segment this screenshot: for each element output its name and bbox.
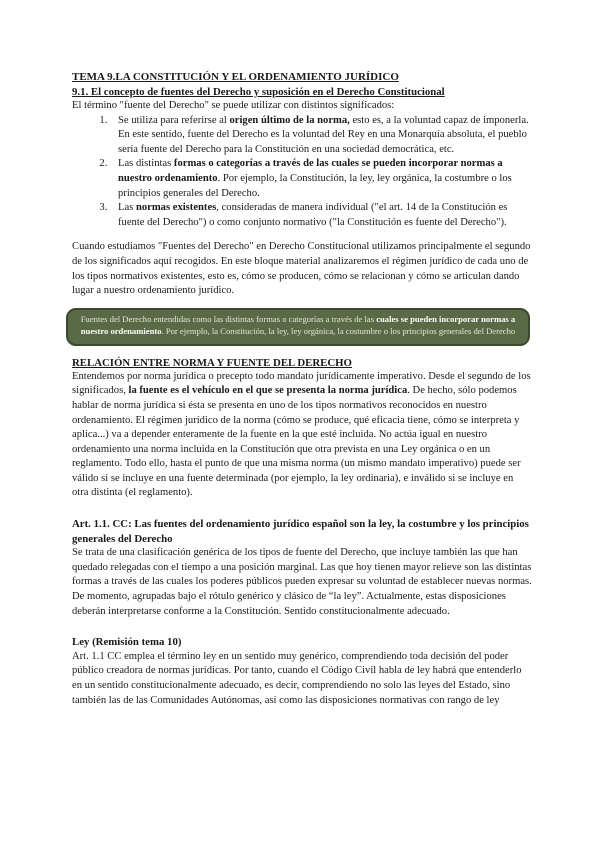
paragraph-fuentes: Cuando estudiamos "Fuentes del Derecho" en Derecho Constitucional utilizamos principalmente el segundo de los significados aquí recogidos. En este bloque material analizaremos el régimen jurídico de cada uno de los tipos normativos existentes, esto es, cómo se producen, cómo se relacionan y cómo se articulan dando lugar a nuestro ordenamiento jurídico.: [72, 241, 531, 297]
paragraph-relacion: Entendemos por norma jurídica o precepto todo mandato jurídicamente imperativo. Desde el segundo de los significados, la fuente es el vehículo en el que se presenta la norma jurídica. De hecho, sólo podemos hablar de norma jurídica si ésta se presenta en uno de los tipos normativos reconocidos en nuestro ordenamiento. El régimen jurídico de la norma (cómo se produce, qué eficacia tiene, cómo se interpreta y aplica...) va a depender enteramente de la fuente en la que esté incluida. No actúa igual en nuestro ordenamiento una norma incluida en la Constitución que otra prevista en una Ley orgánica o en un reglamento. Todo ello, hasta el punto de que una misma norma (un mismo mandato imperativo) puede ser válido si se incluye en una fuente determinada (por ejemplo, la ley ordinaria), e inválido si se incluye en otra distinta (el reglamento).: [72, 370, 531, 499]
highlight-box: Fuentes del Derecho entendidas como las distintas formas o categorías a través de las cuales se pueden incorporar normas a nuestro ordenamiento. Por ejemplo, la Constitución, la ley, ley orgánica, la costumbre o los principios generales del Derecho: [66, 308, 530, 346]
meanings-list: [72, 114, 532, 231]
section-heading-concept: 9.1. El concepto de fuentes del Derecho y suposición en el Derecho Constitucional: [72, 86, 445, 98]
list-item: 2. Las distintas formas o categorías a través de las cuales se pueden incorporar normas a nuestro ordenamiento. Por ejemplo, la Constitución, la ley, ley orgánica, la costumbre o los principios generales del Derecho.: [110, 157, 532, 201]
paragraph-art-1-1: Se trata de una clasificación genérica de los tipos de fuente del Derecho, que incluye también las que han quedado relegadas con el tiempo a una posición marginal. Las que hoy tienen mayor relieve son las distintas formas a través de las cuales los poderes públicos pueden expresar su voluntad de establecer nuevas normas. De momento, agrupadas bajo el rótulo genérico y clásico de “la ley”. Actualmente, estas disposiciones deberán interpretarse conforme a la Constitución. Sentido constitucionalmente adecuado.: [72, 547, 532, 617]
paragraph-ley: Art. 1.1 CC emplea el término ley en un sentido muy genérico, comprendiendo toda decisión del poder público creadora de normas jurídicas. Por tanto, cuando el Código Civil habla de ley habrá que entenderlo en un sentido constitucionalmente adecuado, es decir, comprendiendo no solo las leyes del Estado, sino también las de las Comunidades Autónomas, así como las disposiciones normativas con rango de ley: [72, 650, 522, 706]
document-page: [72, 70, 532, 708]
section-heading-art-1-1: Art. 1.1. CC: Las fuentes del ordenamiento jurídico español son la ley, la costumbre y los principios generales del Derecho: [72, 518, 529, 545]
document-title: TEMA 9.LA CONSTITUCIÓN Y EL ORDENAMIENTO JURÍDICO: [72, 71, 399, 83]
list-item: 3. Las normas existentes, consideradas de manera individual ("el art. 14 de la Constitución es fuente del Derecho") o como conjunto normativo ("la Constitución es fuente del Derecho").: [110, 201, 532, 230]
section-heading-ley: Ley (Remisión tema 10): [72, 636, 182, 649]
list-item: 1. Se utiliza para referirse al origen último de la norma, esto es, a la voluntad capaz de imponerla. En este sentido, fuente del Derecho es la voluntad del Rey en una Monarquía absoluta, el pueblo sería fuente del Derecho para la Constitución en una sociedad democrática, etc.: [110, 114, 532, 158]
section-intro: El término "fuente del Derecho" se puede utilizar con distintos significados:: [72, 100, 395, 111]
section-heading-relacion: RELACIÓN ENTRE NORMA Y FUENTE DEL DERECHO: [72, 356, 352, 369]
